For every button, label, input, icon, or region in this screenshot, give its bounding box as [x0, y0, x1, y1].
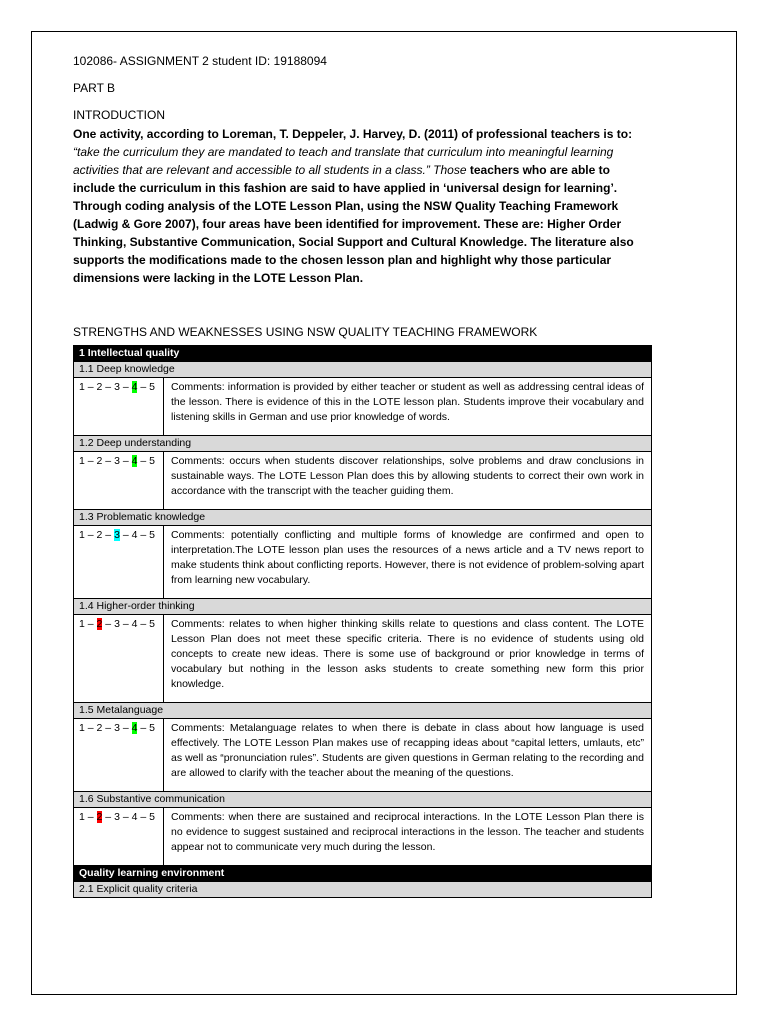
rating-separator: –: [137, 811, 150, 823]
rating-separator: –: [102, 381, 115, 393]
rating-separator: –: [119, 455, 132, 467]
rating-number: 2: [96, 455, 103, 467]
rating-separator: –: [137, 722, 150, 734]
dimension-title-row: [74, 703, 652, 719]
rating-number: 3: [114, 381, 120, 393]
section-title: STRENGTHS AND WEAKNESSES USING NSW QUALITY TEACHING FRAMEWORK: [73, 325, 538, 339]
rating-number: 3: [114, 722, 120, 734]
rating-separator: –: [84, 381, 97, 393]
rating-separator: –: [137, 455, 150, 467]
dimension-body-row: [74, 452, 652, 510]
dimension-body-row: [74, 615, 652, 703]
rating-scale: [74, 378, 164, 436]
rating-separator: –: [102, 618, 115, 630]
dimension-title-row: [74, 792, 652, 808]
rating-separator: –: [102, 811, 115, 823]
rating-separator: –: [84, 455, 97, 467]
rating-number: 3: [114, 811, 120, 823]
rating-number: 4: [131, 722, 138, 734]
rating-separator: –: [102, 529, 115, 541]
dimension-body-row: [74, 719, 652, 792]
rating-scale: [74, 808, 164, 866]
part-heading: PART B: [73, 81, 116, 95]
dimension-title-row: [74, 510, 652, 526]
rating-number: 1: [79, 722, 85, 734]
intro-text-2: teachers who are able to include the curriculum in this fashion are said to have applied in ‘universal design for learning’. Through coding analysis of the LOTE Lesson Plan, using the NSW Quality Teaching Framework (Ladwig & Gore 2007), four areas have been identified for improvement. These are: Higher Order Thinking, Substantive Communication, Social Support and Cultural Knowledge. The literature also supports the modifications made to the chosen lesson plan and highlight why those particular dimensions were lacking in the LOTE Lesson Plan.: [73, 163, 634, 285]
rating-number: 4: [131, 381, 138, 393]
rating-number: 4: [131, 811, 138, 823]
dimension-title: 1.3 Problematic knowledge: [74, 510, 652, 526]
rating-scale: [74, 719, 164, 792]
rating-number: 5: [149, 381, 155, 393]
dimension-comment: Comments: potentially conflicting and multiple forms of knowledge are confirmed and open to interpretation.The LOTE lesson plan uses the resources of a news article and a TV news report to make students think about conflicting reports. However, there is not evidence of problem-solving apart from learning new vocabulary.: [164, 526, 652, 599]
rating-number: 3: [114, 455, 120, 467]
rating-number: 2: [96, 722, 103, 734]
rating-scale: [74, 452, 164, 510]
dimension-comment: Comments: occurs when students discover relationships, solve problems and draw conclusions in sustainable ways. The LOTE Lesson Plan does this by allowing students to correct their own work in accordance with the transcript with the teacher guiding them.: [164, 452, 652, 510]
rating-separator: –: [84, 618, 97, 630]
rating-scale: [74, 615, 164, 703]
rating-number: 5: [149, 529, 155, 541]
dimension-title-row: [74, 362, 652, 378]
dimension-comment: Comments: Metalanguage relates to when there is debate in class about how language is used effectively. The LOTE Lesson Plan makes use of recapping ideas about “capital letters, umlauts, etc” as well as “pronunciation rules”. Students are given questions in German relating to the recording and are allowed to clarify with the teacher about the meaning of the questions.: [164, 719, 652, 792]
dimension-comment: Comments: information is provided by either teacher or student as well as addressing central ideas of the lesson. There is evidence of this in the LOTE lesson plan. Students improve their vocabulary and listening skills in German and use prior knowledge of words.: [164, 378, 652, 436]
intro-text-1: One activity, according to Loreman, T. Deppeler, J. Harvey, D. (2011) of professional teachers is to:: [73, 127, 633, 141]
document-body: [73, 52, 653, 898]
quality-teaching-table: [73, 345, 652, 898]
rating-scale: [74, 526, 164, 599]
group-row-quality-learning-environment: [74, 866, 652, 882]
rating-separator: –: [119, 811, 132, 823]
rating-number: 1: [79, 618, 85, 630]
rating-separator: –: [119, 381, 132, 393]
rating-separator: –: [119, 618, 132, 630]
dimension-title: 1.2 Deep understanding: [74, 436, 652, 452]
group-heading: 1 Intellectual quality: [74, 346, 652, 362]
rating-number: 2: [96, 529, 103, 541]
dimension-body-row: [74, 378, 652, 436]
rating-number: 5: [149, 618, 155, 630]
dimension-title-row: [74, 882, 652, 898]
dimension-comment: Comments: when there are sustained and reciprocal interactions. In the LOTE Lesson Plan there is no evidence to suggest sustained and reciprocal interactions in the lesson. The teacher and students appear not to communicate very much during the lesson.: [164, 808, 652, 866]
rating-separator: –: [119, 529, 132, 541]
dimension-comment: Comments: relates to when higher thinking skills relate to questions and class content. The LOTE Lesson Plan does not meet these specific criteria. There is no evidence of students using old concepts to create new ideas. There is some use of background or prior knowledge in terms of vocabulary but nothing in the lesson asks students to create something new form this prior knowledge.: [164, 615, 652, 703]
rating-separator: –: [84, 811, 97, 823]
rating-number: 3: [114, 618, 120, 630]
rating-separator: –: [137, 618, 150, 630]
dimension-body-row: [74, 808, 652, 866]
rating-number: 2: [96, 618, 103, 630]
rating-number: 1: [79, 381, 85, 393]
rating-number: 5: [149, 811, 155, 823]
dimension-title: 1.4 Higher-order thinking: [74, 599, 652, 615]
introduction-heading: INTRODUCTION: [73, 108, 165, 122]
rating-separator: –: [137, 381, 150, 393]
dimension-title-row: [74, 599, 652, 615]
rating-number: 1: [79, 811, 85, 823]
dimension-body-row: [74, 526, 652, 599]
rating-separator: –: [102, 722, 115, 734]
rating-number: 2: [96, 381, 103, 393]
rating-number: 1: [79, 455, 85, 467]
rating-number: 4: [131, 455, 138, 467]
rating-separator: –: [84, 529, 97, 541]
dimension-title: 1.5 Metalanguage: [74, 703, 652, 719]
intro-quote: “take the curriculum they are mandated to teach and translate that curriculum into meaningful learning activities that are relevant and accessible to all students in a class.” Those: [73, 145, 614, 177]
rating-separator: –: [137, 529, 150, 541]
dimension-title-row: [74, 436, 652, 452]
rating-separator: –: [84, 722, 97, 734]
rating-number: 5: [149, 455, 155, 467]
rating-number: 4: [131, 529, 138, 541]
rating-separator: –: [119, 722, 132, 734]
group-heading: Quality learning environment: [74, 866, 652, 882]
assignment-header: 102086- ASSIGNMENT 2 student ID: 19188094: [73, 54, 327, 68]
introduction-paragraph: [73, 125, 653, 287]
rating-number: 2: [96, 811, 103, 823]
rating-number: 1: [79, 529, 85, 541]
dimension-title: 2.1 Explicit quality criteria: [74, 882, 652, 898]
rating-separator: –: [102, 455, 115, 467]
dimension-title: 1.1 Deep knowledge: [74, 362, 652, 378]
dimension-title: 1.6 Substantive communication: [74, 792, 652, 808]
rating-number: 5: [149, 722, 155, 734]
rating-number: 3: [114, 529, 120, 541]
group-row-intellectual-quality: [74, 346, 652, 362]
rating-number: 4: [131, 618, 138, 630]
